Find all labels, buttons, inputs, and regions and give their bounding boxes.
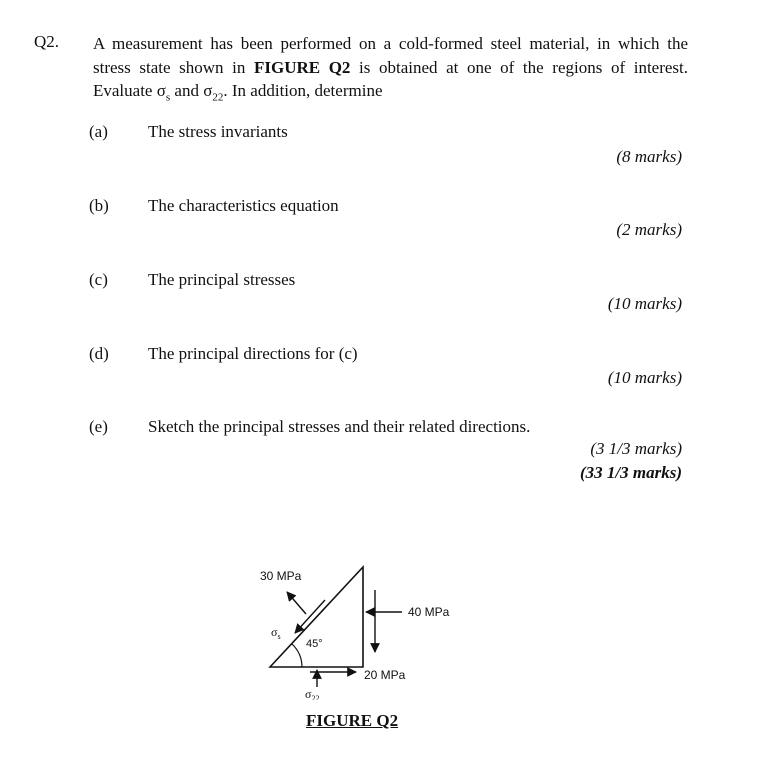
total-marks: (33 1/3 marks)	[580, 463, 682, 482]
inclined-shear-arrow	[295, 600, 325, 633]
angle-arc	[292, 644, 302, 667]
intro-text-2: is obtained at one of the regions of interest. Evaluate σ	[93, 57, 689, 100]
intro-sub-22: 22	[212, 91, 224, 104]
label-45-deg: 45°	[306, 638, 323, 650]
label-sigma-s: $\sigma_s$	[271, 625, 281, 641]
part-a-marks: (8 marks)	[616, 147, 682, 166]
part-d-marks: (10 marks)	[607, 368, 682, 387]
label-20-mpa: 20 MPa	[364, 668, 406, 682]
part-c-text: The principal stresses	[148, 270, 296, 289]
part-b-label: (b)	[89, 196, 109, 215]
figure-caption: FIGURE Q2	[306, 711, 399, 730]
part-a-text: The stress invariants	[148, 122, 288, 141]
part-a-label: (a)	[89, 122, 108, 141]
intro-figure-ref: FIGURE Q2	[253, 57, 351, 77]
part-c-marks: (10 marks)	[607, 294, 682, 313]
question-number: Q2.	[34, 32, 60, 51]
part-c-label: (c)	[89, 270, 108, 289]
part-d-label: (d)	[89, 344, 109, 363]
intro-text-4: . In addition, determine	[223, 81, 383, 100]
label-30-mpa: 30 MPa	[260, 569, 302, 583]
part-e-label: (e)	[89, 417, 108, 436]
stress-element-figure	[240, 560, 500, 700]
label-sigma-22: $\sigma_{22}$	[305, 687, 320, 700]
intro-text-1: A measurement has been performed on a cold-formed steel material, in which the stress state shown in	[93, 34, 688, 77]
part-e-marks: (3 1/3 marks)	[590, 439, 682, 458]
normal-30-arrow	[287, 592, 306, 614]
part-e-text: Sketch the principal stresses and their related directions.	[148, 417, 531, 436]
part-d-text: The principal directions for (c)	[148, 344, 358, 363]
intro-text-3: and σ	[170, 81, 213, 100]
question-intro	[93, 32, 688, 110]
label-40-mpa: 40 MPa	[408, 605, 450, 619]
intro-sub-s: s	[165, 91, 171, 104]
part-b-marks: (2 marks)	[616, 220, 682, 239]
part-b-text: The characteristics equation	[148, 196, 339, 215]
